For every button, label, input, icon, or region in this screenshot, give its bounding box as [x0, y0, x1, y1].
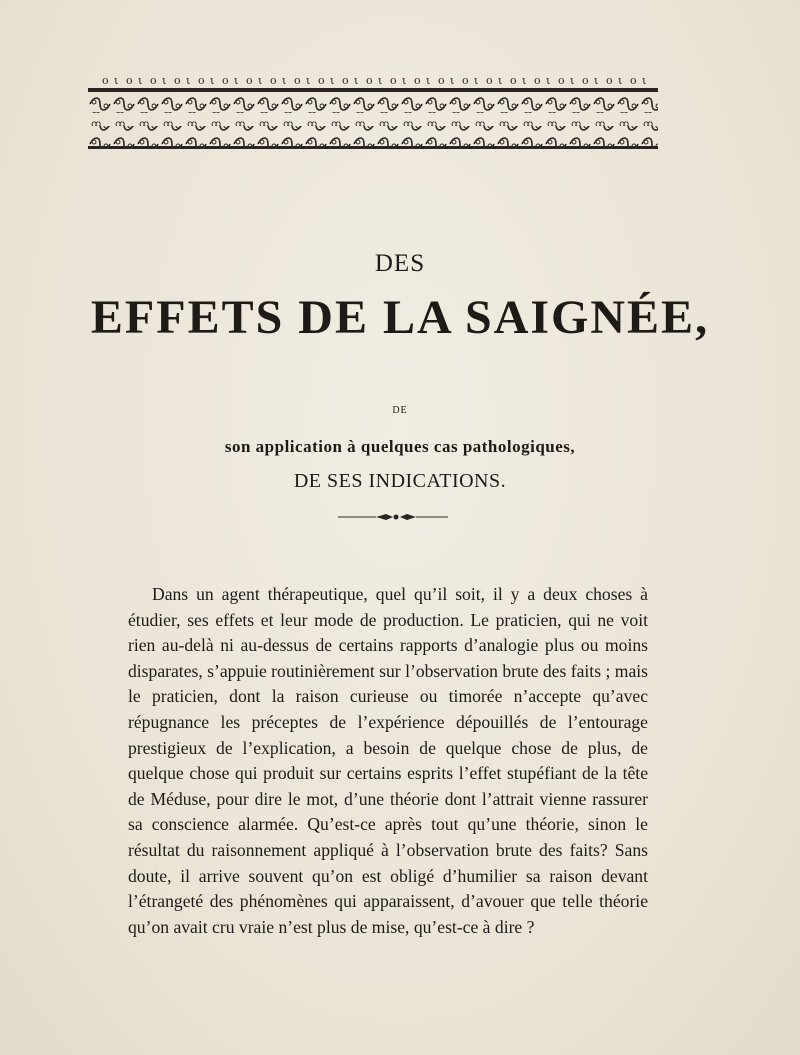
title-de: DE: [392, 405, 408, 416]
ornamental-rule-icon: [338, 512, 448, 522]
subtitle-indications: DE SES INDICATIONS.: [293, 470, 507, 492]
decorative-border-icon: [88, 74, 658, 154]
title-des: DES: [374, 250, 426, 277]
subtitle: son application à quelques cas pathologiques,: [224, 437, 576, 456]
body-paragraph: Dans un agent thérapeutique, quel qu’il soit, il y a deux choses à étudier, ses effets et leur mode de production. Le praticien, qui ne voit rien au-delà ni au-dessus de certains rapports d’analogie plus ou moins disparates, s’appuie routinièrement sur l’observation brute des faits ; mais le praticien, dont la raison curieuse ou timorée n’accepte qu’avec répugnance les préceptes de l’expérience dépouillés de l’entourage prestigieux de l’explication, a besoin de quelque chose de plus, de quelque chose qui produit sur certains esprits l’effet stupéfiant de la tête de Méduse, pour dire le mot, d’une théorie dont l’attrait vienne rassurer sa conscience alarmée. Qu’est-ce après tout qu’une théorie, sinon le résultat du raisonnement appliqué à l’observation brute des faits? Sans doute, il arrive souvent qu’on est obligé d’humilier sa raison devant l’étrangeté des phénomènes qui apparaissent, d’avouer que telle théorie qu’on avait cru vraie n’est plus de mise, qu’est-ce à dire ?: [128, 584, 648, 937]
page-title: EFFETS DE LA SAIGNÉE,: [90, 291, 710, 344]
